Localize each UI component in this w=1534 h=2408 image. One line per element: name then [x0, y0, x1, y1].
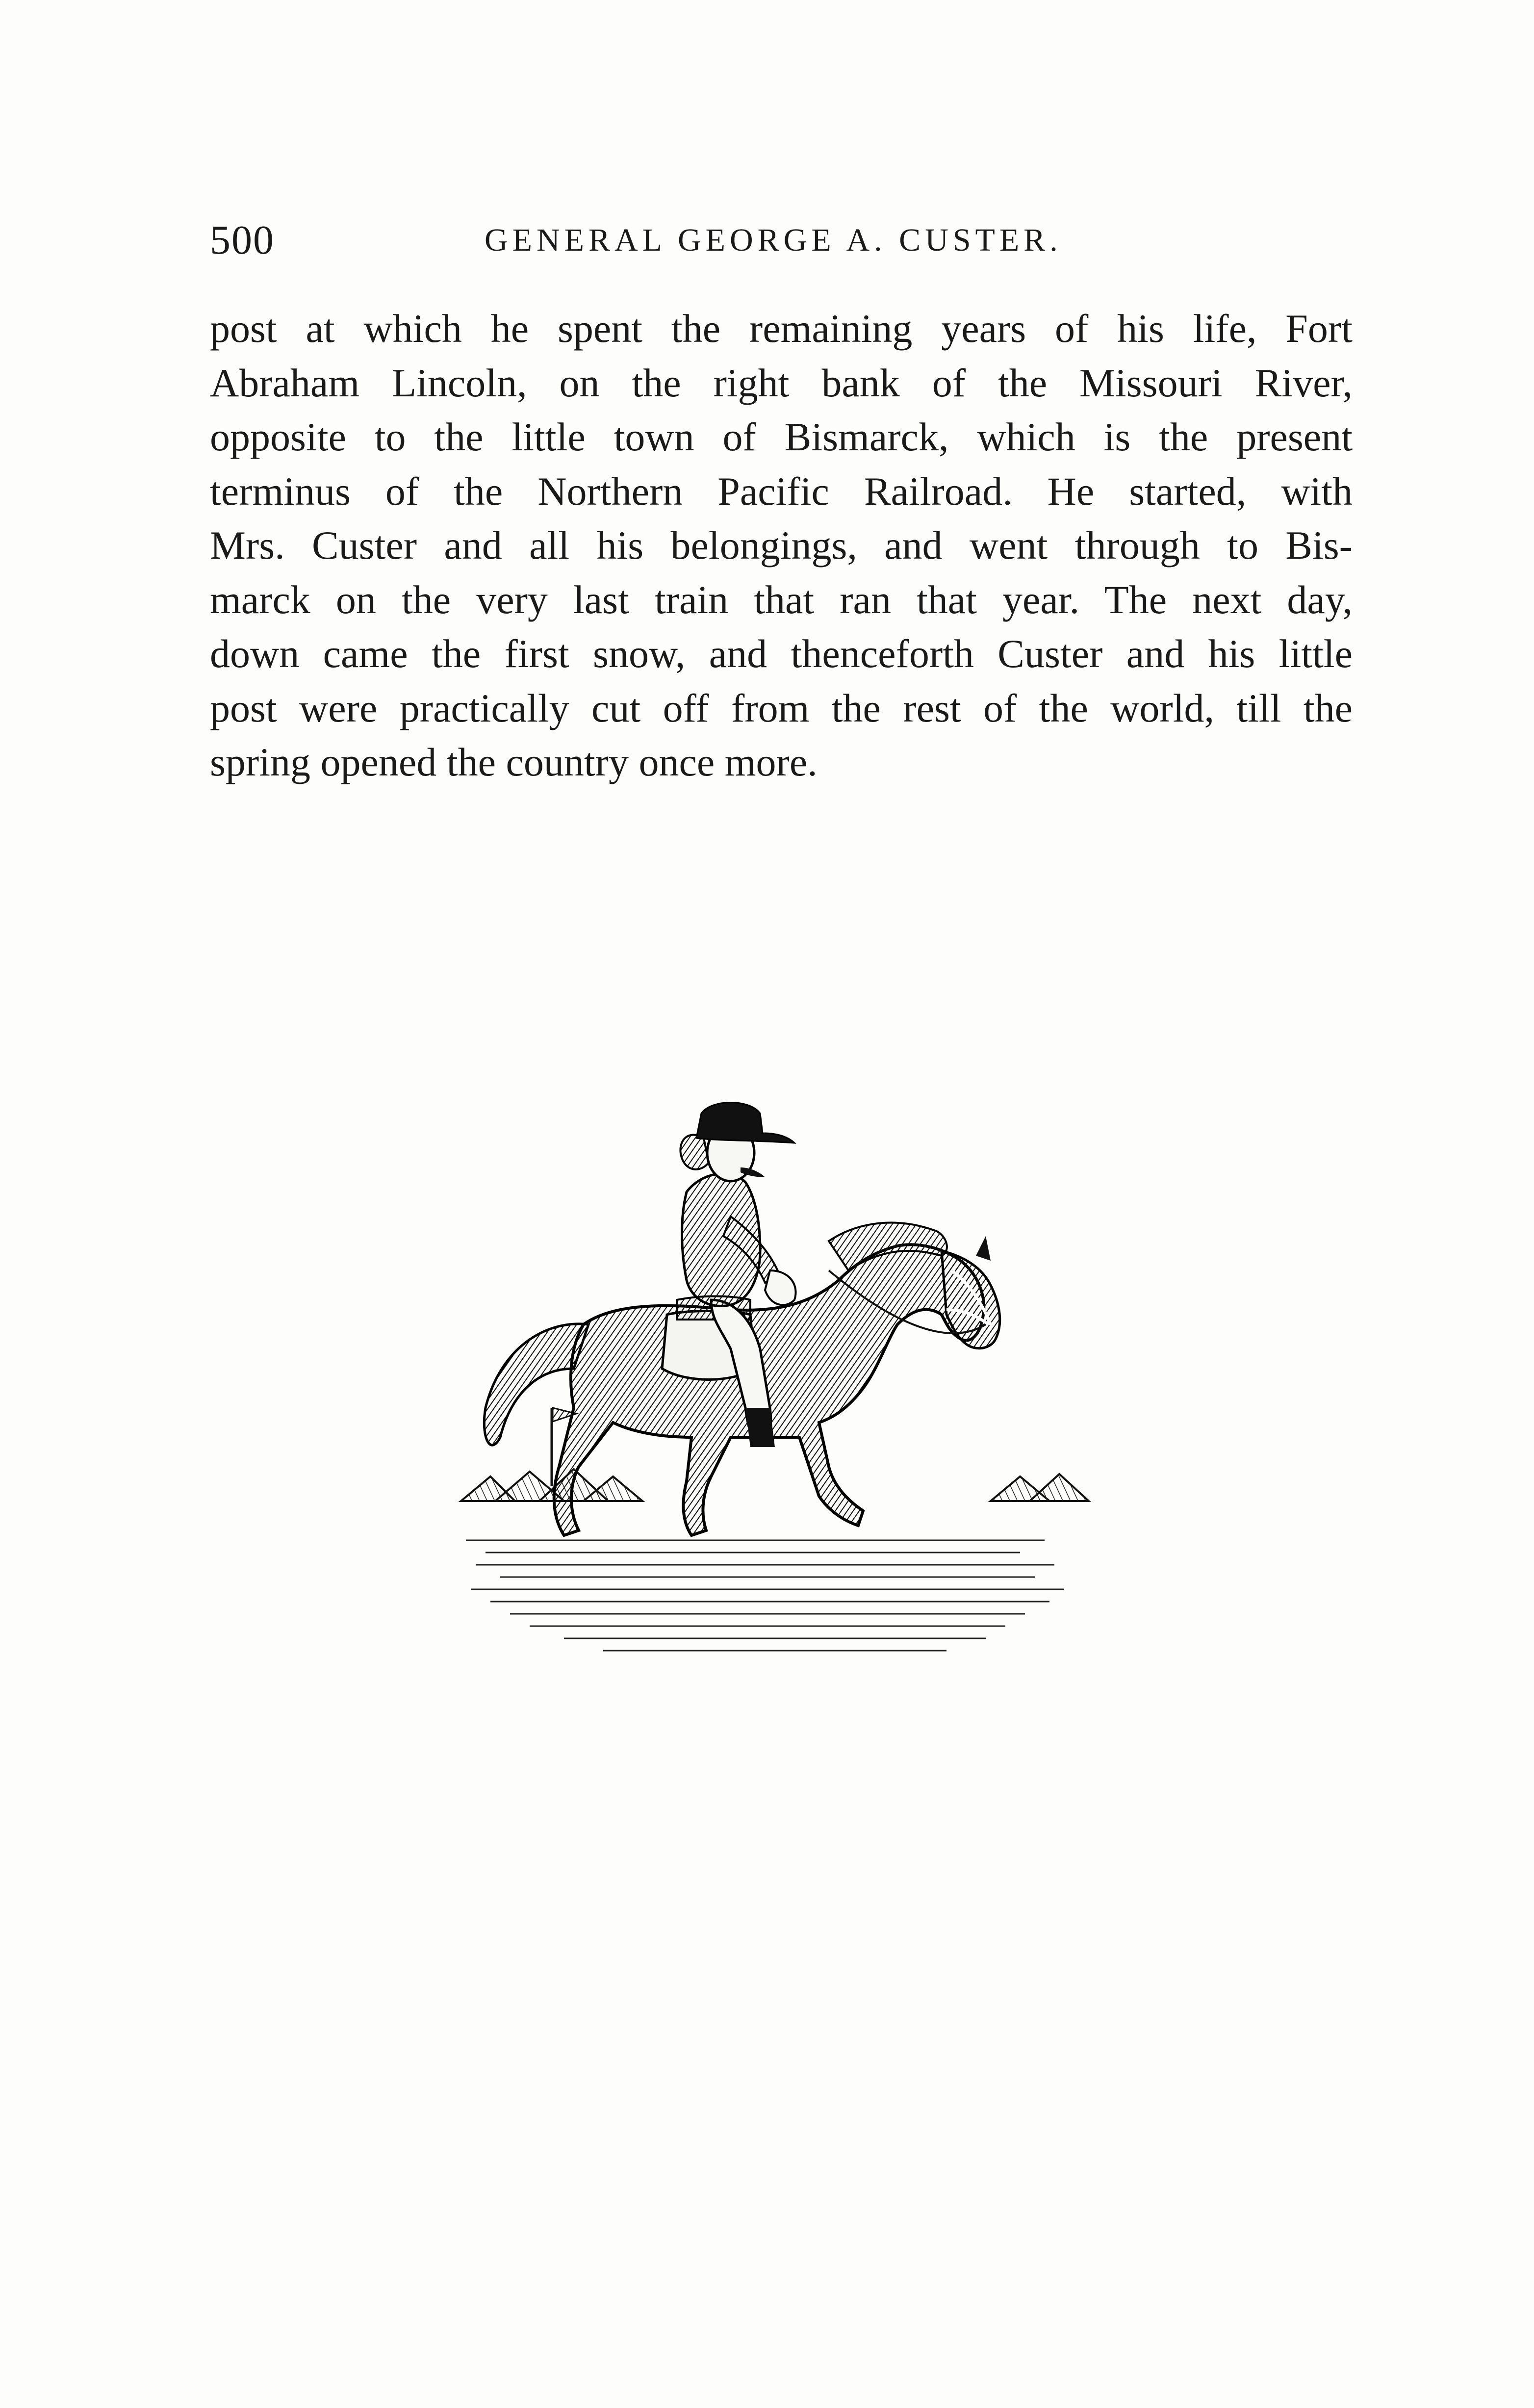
tents-right	[991, 1474, 1089, 1501]
rider-hat	[696, 1103, 794, 1143]
running-head	[210, 211, 1353, 270]
running-title: GENERAL GEORGE A. CUSTER.	[485, 222, 1062, 258]
text-line: Abraham Lincoln, on the right bank of the Missouri River,	[210, 360, 1353, 405]
text-line: marck on the very last train that ran that year. The next day,	[210, 577, 1353, 622]
text-line: post were practically cut off from the rest of the world, till the	[210, 685, 1353, 730]
text-line: down came the first snow, and thenceforth Custer and his little	[210, 631, 1353, 676]
text-line: Mrs. Custer and all his belongings, and went through to Bis-	[210, 523, 1353, 568]
page-number: 500	[210, 217, 275, 263]
text-line: post at which he spent the remaining years of his life, Fort	[210, 306, 1353, 351]
ground-lines	[466, 1540, 1064, 1651]
rider-boot	[745, 1408, 775, 1447]
text-line: spring opened the country once more.	[210, 740, 818, 784]
body-paragraph	[210, 302, 1353, 790]
rider-glove	[765, 1270, 796, 1305]
text-line: terminus of the Northern Pacific Railroad. He started, with	[210, 468, 1353, 514]
text-line: opposite to the little town of Bismarck, which is the present	[210, 414, 1353, 459]
horse-ear	[976, 1236, 991, 1261]
horseman-engraving-svg	[456, 1094, 1094, 1683]
horseman-engraving	[456, 1094, 1094, 1683]
rider-hair	[680, 1135, 709, 1169]
